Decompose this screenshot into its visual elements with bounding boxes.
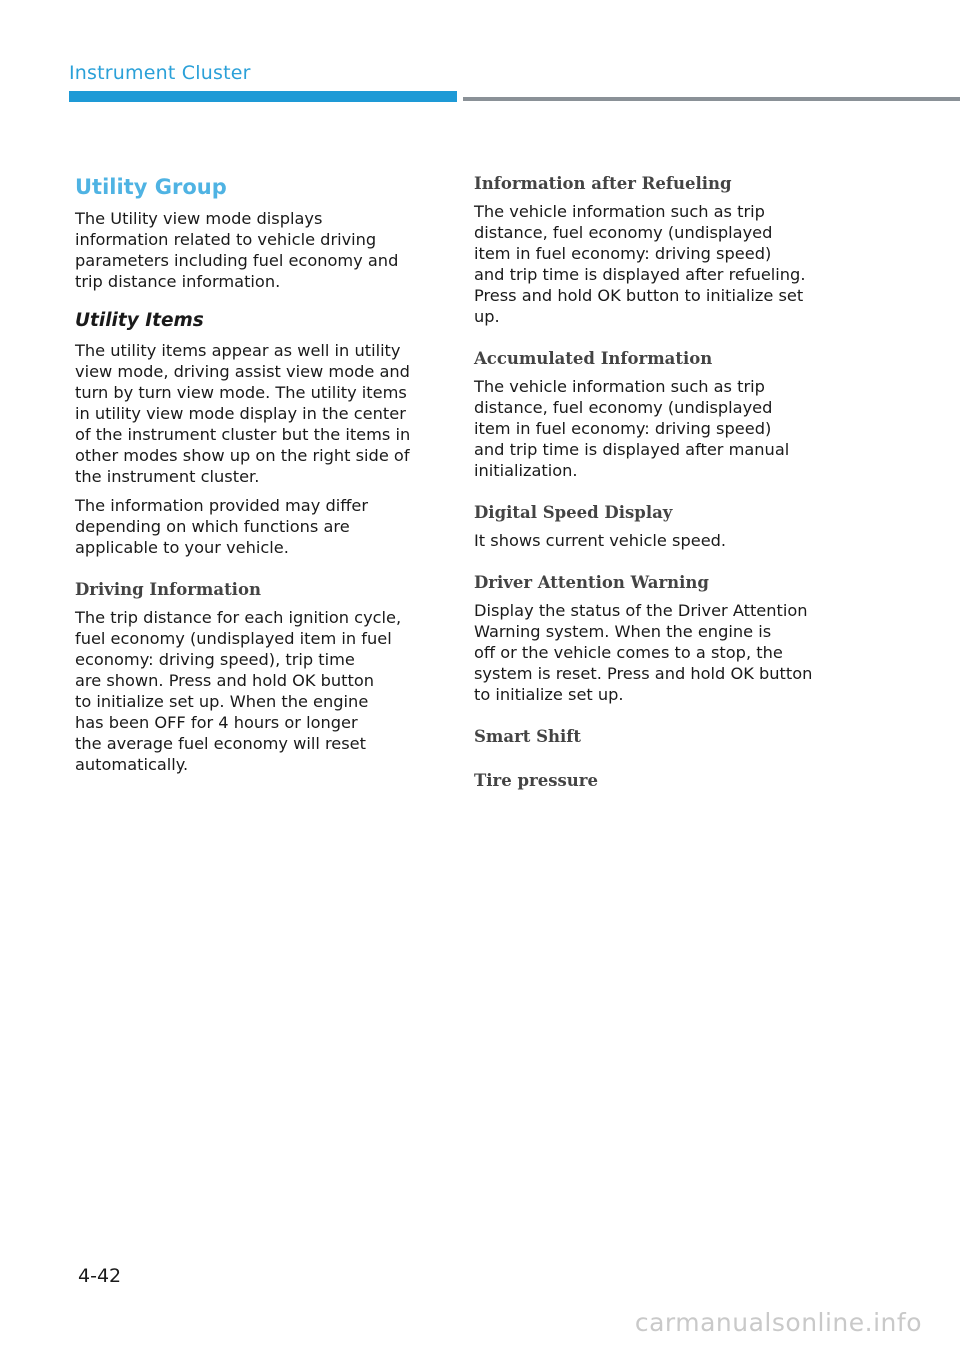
driving-information-heading: Driving Information xyxy=(75,580,261,599)
right-column xyxy=(474,172,844,798)
tire-pressure-heading: Tire pressure xyxy=(474,771,598,790)
accumulated-heading: Accumulated Information xyxy=(474,349,713,368)
digital-speed-heading: Digital Speed Display xyxy=(474,503,673,522)
refueling-text: The vehicle information such as trip distance, fuel economy (undisplayed item in fuel economy: driving speed) and trip time is displayed after refueling. Press and hold OK button to initialize set up. xyxy=(474,202,806,326)
left-column xyxy=(75,172,439,783)
section-title: Instrument Cluster xyxy=(69,62,251,84)
utility-items-heading: Utility Items xyxy=(75,310,204,331)
driving-information-text: The trip distance for each ignition cycle, fuel economy (undisplayed item in fuel economy: driving speed), trip time are shown. Press and hold OK button to initialize set up. When the engine has been OFF for 4 hours or longer the average fuel economy will reset automatically. xyxy=(75,608,402,774)
driver-attention-text: Display the status of the Driver Attention Warning system. When the engine is off or the vehicle comes to a stop, the system is reset. Press and hold OK button to initialize set up. xyxy=(474,601,813,704)
watermark: carmanualsonline.info xyxy=(634,1308,922,1337)
accumulated-text: The vehicle information such as trip distance, fuel economy (undisplayed item in fuel economy: driving speed) and trip time is displayed after manual initialization. xyxy=(474,377,790,480)
driver-attention-heading: Driver Attention Warning xyxy=(474,573,709,592)
utility-group-text: The Utility view mode displays information related to vehicle driving parameters including fuel economy and trip distance information. xyxy=(75,209,399,291)
header-accent-bar xyxy=(69,91,457,102)
digital-speed-text: It shows current vehicle speed. xyxy=(474,531,727,550)
utility-group-heading: Utility Group xyxy=(75,175,227,199)
smart-shift-heading: Smart Shift xyxy=(474,727,582,746)
utility-items-text: The utility items appear as well in utility view mode, driving assist view mode and turn by turn view mode. The utility items in utility view mode display in the center of the instrument cluster but the items in other modes show up on the right side of the instrument cluster. xyxy=(75,341,411,486)
utility-items-note: The information provided may differ depending on which functions are applicable to your vehicle. xyxy=(75,496,368,557)
page-number: 4-42 xyxy=(78,1265,122,1287)
refueling-heading: Information after Refueling xyxy=(474,174,732,193)
header-rule xyxy=(463,97,960,101)
